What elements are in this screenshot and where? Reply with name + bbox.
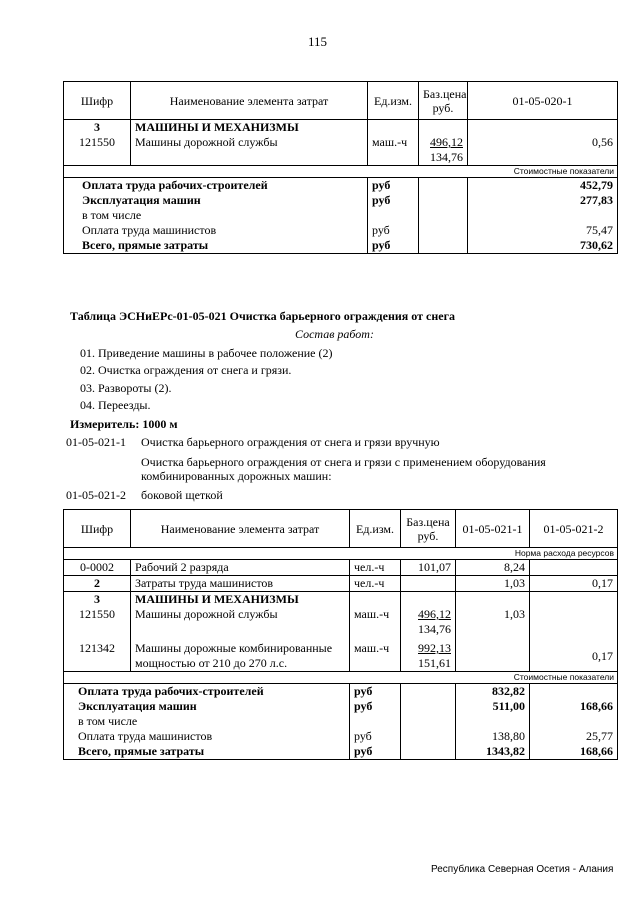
price-cell: 134,76	[430, 150, 463, 164]
summary-name: Эксплуатация машин	[64, 699, 350, 714]
work-item: 04. Переезды.	[80, 398, 151, 412]
table-row	[64, 120, 618, 136]
variant-code: 01-05-021-2	[66, 488, 126, 502]
summary-name: Всего, прямые затраты	[64, 744, 350, 760]
summary-row	[64, 193, 618, 208]
price-cell	[401, 576, 456, 592]
composition-title: Состав работ:	[295, 327, 374, 341]
footer-region: Республика Северная Осетия - Алания	[431, 864, 614, 875]
table-row	[64, 135, 618, 166]
name-cell: МАШИНЫ И МЕХАНИЗМЫ	[131, 592, 350, 608]
summary-unit: руб	[350, 744, 401, 760]
work-item: 03. Развороты (2).	[80, 381, 172, 395]
summary-unit: руб	[368, 193, 419, 208]
summary-name: Оплата труда рабочих-строителей	[64, 684, 350, 700]
summary-unit: руб	[368, 223, 419, 238]
code-cell: 121342	[64, 637, 131, 672]
value-cell	[530, 607, 618, 637]
work-item: 01. Приведение машины в рабочее положение (2)	[80, 346, 333, 360]
name-cell: Затраты труда машинистов	[131, 576, 350, 592]
summary-value: 277,83	[468, 193, 618, 208]
meter: Измеритель: 1000 м	[70, 417, 178, 431]
section-label: Норма расхода ресурсов	[456, 548, 618, 560]
summary-name: Всего, прямые затраты	[64, 238, 368, 254]
resource-table-2	[63, 509, 618, 760]
summary-value: 168,66	[530, 744, 618, 760]
code-cell: 0-0002	[64, 560, 131, 576]
summary-value: 1343,82	[456, 744, 530, 760]
name-cell: Машины дорожной службы	[131, 607, 350, 637]
code-cell: 121550	[64, 607, 131, 637]
value-cell: 1,03	[456, 607, 530, 637]
price-cell: 134,76	[418, 622, 451, 636]
header-cell: 01-05-021-1	[456, 510, 530, 548]
summary-row	[64, 729, 618, 744]
summary-value	[530, 684, 618, 700]
unit-cell: чел.-ч	[350, 560, 401, 576]
summary-value: 832,82	[456, 684, 530, 700]
page-number: 115	[308, 34, 328, 49]
header-cell: Баз.цена руб.	[401, 510, 456, 548]
resource-table-1	[63, 81, 618, 254]
summary-value: 511,00	[456, 699, 530, 714]
summary-unit: руб	[368, 178, 419, 194]
section-row	[64, 548, 618, 560]
summary-value: 168,66	[530, 699, 618, 714]
table-row	[64, 576, 618, 592]
summary-unit: руб	[350, 684, 401, 700]
value-cell: 8,24	[456, 560, 530, 576]
variant-text: Очистка барьерного ограждения от снега и грязи вручную	[141, 435, 440, 449]
work-item: 02. Очистка ограждения от снега и грязи.	[80, 363, 292, 377]
code-cell: 3	[64, 592, 131, 608]
summary-unit: руб	[368, 238, 419, 254]
header-cell: Ед.изм.	[368, 82, 419, 120]
summary-value: 730,62	[468, 238, 618, 254]
summary-row	[64, 699, 618, 714]
summary-value: 452,79	[468, 178, 618, 194]
unit-cell: маш.-ч	[350, 637, 401, 672]
header-cell: 01-05-021-2	[530, 510, 618, 548]
section-row	[64, 672, 618, 684]
code-cell: 121550	[64, 135, 131, 166]
summary-row	[64, 684, 618, 700]
summary-unit: руб	[350, 729, 401, 744]
price-cell: 496,12	[418, 607, 451, 621]
table-row	[64, 637, 618, 672]
name-cell: мощностью от 210 до 270 л.с.	[135, 656, 288, 670]
section-title: Таблица ЭСНиЕРс-01-05-021 Очистка барьерного ограждения от снега	[70, 309, 456, 323]
table-row	[64, 607, 618, 637]
section-label: Стоимостные показатели	[419, 166, 618, 178]
header-cell: Наименование элемента затрат	[131, 510, 350, 548]
name-cell: Машины дорожные комбинированные	[135, 641, 333, 655]
value-cell	[530, 560, 618, 576]
price-cell: 101,07	[401, 560, 456, 576]
name-cell: МАШИНЫ И МЕХАНИЗМЫ	[131, 120, 368, 136]
summary-name: Эксплуатация машин	[64, 193, 368, 208]
summary-value: 25,77	[530, 729, 618, 744]
header-cell: Ед.изм.	[350, 510, 401, 548]
header-cell: 01-05-020-1	[468, 82, 618, 120]
code-cell: 2	[64, 576, 131, 592]
unit-cell: чел.-ч	[350, 576, 401, 592]
summary-unit: руб	[350, 699, 401, 714]
price-cell: 151,61	[418, 656, 451, 670]
variant-text: Очистка барьерного ограждения от снега и грязи с применением оборудования	[141, 455, 546, 469]
section-row	[64, 166, 618, 178]
summary-name: Оплата труда машинистов	[64, 729, 350, 744]
header-cell: Шифр	[64, 82, 131, 120]
header-cell: Наименование элемента затрат	[131, 82, 368, 120]
summary-name: Оплата труда рабочих-строителей	[64, 178, 368, 194]
unit-cell: маш.-ч	[368, 135, 419, 166]
name-cell: Машины дорожной службы	[131, 135, 368, 166]
header-cell: Баз.цена руб.	[419, 82, 468, 120]
table-row	[64, 592, 618, 608]
summary-row	[64, 178, 618, 194]
summary-row	[64, 223, 618, 238]
summary-value: 138,80	[456, 729, 530, 744]
summary-name: Оплата труда машинистов	[64, 223, 368, 238]
table-header	[64, 82, 618, 120]
table-row	[64, 560, 618, 576]
value-cell: 1,03	[456, 576, 530, 592]
summary-name: в том числе	[64, 208, 368, 223]
value-cell: 0,17	[530, 576, 618, 592]
header-cell: Шифр	[64, 510, 131, 548]
unit-cell: маш.-ч	[350, 607, 401, 637]
value-cell	[456, 637, 530, 672]
summary-value: 75,47	[468, 223, 618, 238]
summary-row	[64, 238, 618, 254]
summary-name: в том числе	[64, 714, 350, 729]
code-cell: 3	[64, 120, 131, 136]
variant-text: комбинированных дорожных машин:	[141, 469, 332, 483]
value-cell: 0,17	[530, 637, 618, 672]
summary-row	[64, 744, 618, 760]
price-cell: 496,12	[430, 135, 463, 149]
price-cell: 992,13	[418, 641, 451, 655]
section-label: Стоимостные показатели	[456, 672, 618, 684]
table-header	[64, 510, 618, 548]
summary-row	[64, 714, 618, 729]
variant-code: 01-05-021-1	[66, 435, 126, 449]
summary-row	[64, 208, 618, 223]
variant-text: боковой щеткой	[141, 488, 223, 502]
name-cell: Рабочий 2 разряда	[131, 560, 350, 576]
value-cell: 0,56	[468, 135, 618, 166]
